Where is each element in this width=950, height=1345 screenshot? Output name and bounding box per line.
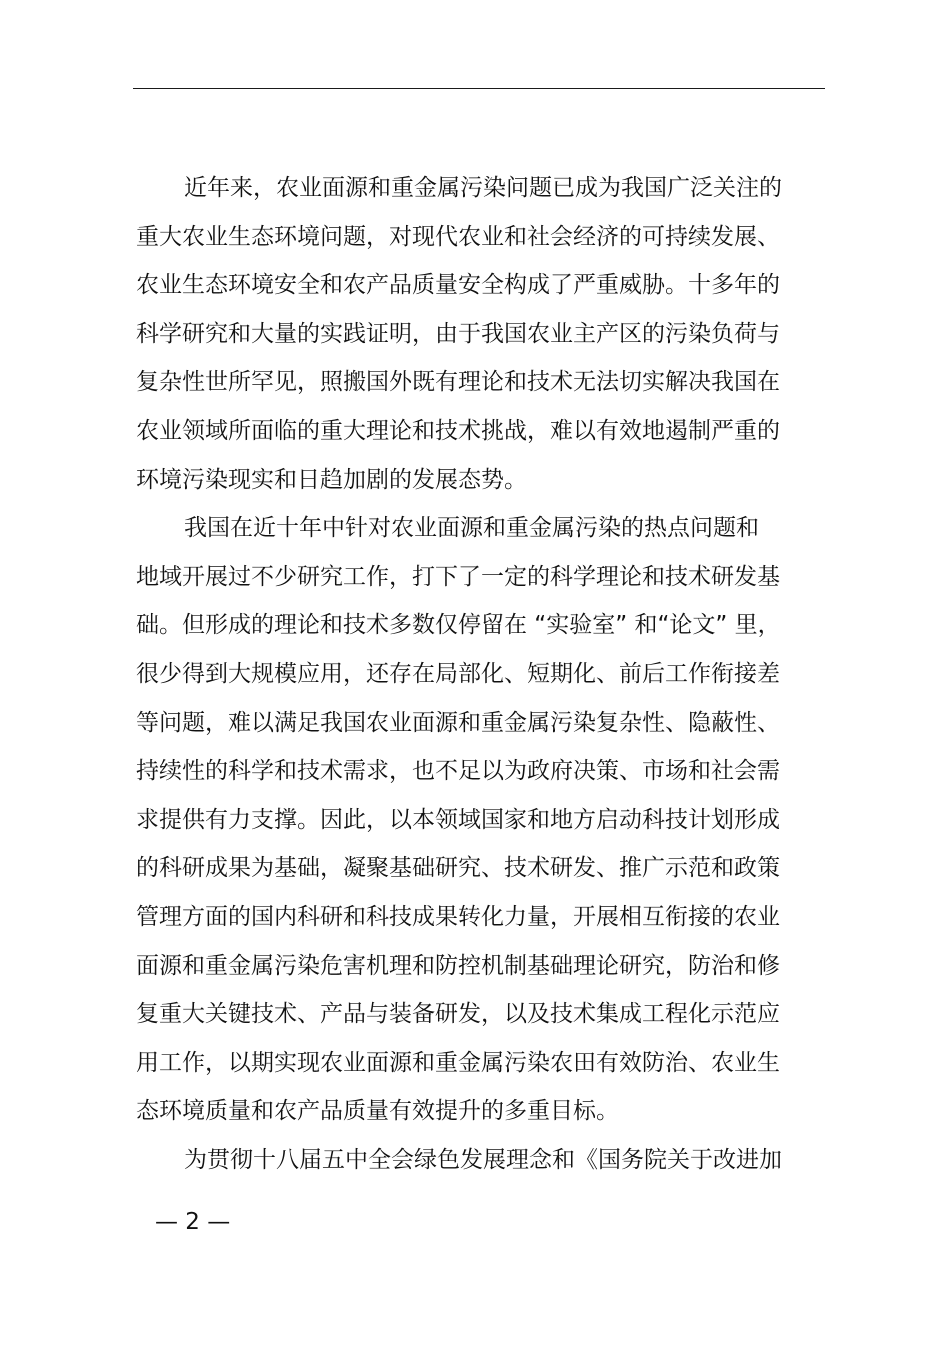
paragraph-1-line-6: 农业领域所面临的重大理论和技术挑战，难以有效地遏制严重的: [136, 417, 780, 444]
paragraph-1-line-5: 复杂性世所罕见，照搬国外既有理论和技术无法切实解决我国在: [136, 369, 780, 396]
paragraph-2-line-1: 我国在近十年中针对农业面源和重金属污染的热点问题和: [184, 515, 759, 542]
paragraph-1-line-7: 环境污染现实和日趋加剧的发展态势。: [136, 466, 527, 493]
paragraph-2-line-9: 管理方面的国内科研和科技成果转化力量，开展相互衔接的农业: [136, 903, 780, 930]
paragraph-2-line-13: 态环境质量和农产品质量有效提升的多重目标。: [136, 1098, 619, 1125]
header-rule: [133, 88, 825, 89]
paragraph-1-line-4: 科学研究和大量的实践证明，由于我国农业主产区的污染负荷与: [136, 320, 780, 347]
paragraph-2-line-12: 用工作，以期实现农业面源和重金属污染农田有效防治、农业生: [136, 1049, 780, 1076]
page-number: — 2 —: [155, 1209, 231, 1235]
paragraph-2-line-3: 础。但形成的理论和技术多数仅停留在 “实验室” 和“论文” 里，: [136, 612, 781, 639]
paragraph-2-line-11: 复重大关键技术、产品与装备研发，以及技术集成工程化示范应: [136, 1001, 780, 1028]
paragraph-3-line-1: 为贯彻十八届五中全会绿色发展理念和《国务院关于改进加: [184, 1146, 782, 1173]
paragraph-1-line-1: 近年来，农业面源和重金属污染问题已成为我国广泛关注的: [184, 175, 782, 201]
paragraph-1-line-2: 重大农业生态环境问题，对现代农业和社会经济的可持续发展、: [136, 223, 780, 250]
paragraph-2-line-10: 面源和重金属污染危害机理和防控机制基础理论研究，防治和修: [136, 952, 780, 979]
paragraph-2-line-2: 地域开展过不少研究工作，打下了一定的科学理论和技术研发基: [136, 563, 780, 590]
paragraph-2-line-5: 等问题，难以满足我国农业面源和重金属污染复杂性、隐蔽性、: [136, 709, 780, 736]
body-text: [136, 164, 836, 1184]
paragraph-2-line-8: 的科研成果为基础，凝聚基础研究、技术研发、推广示范和政策: [136, 855, 780, 882]
paragraph-1-line-3: 农业生态环境安全和农产品质量安全构成了严重威胁。十多年的: [136, 272, 780, 299]
paragraph-2-line-6: 持续性的科学和技术需求，也不足以为政府决策、市场和社会需: [136, 758, 780, 785]
paragraph-2-line-7: 求提供有力支撑。因此，以本领域国家和地方启动科技计划形成: [136, 806, 780, 833]
paragraph-2-line-4: 很少得到大规模应用，还存在局部化、短期化、前后工作衔接差: [136, 660, 780, 687]
